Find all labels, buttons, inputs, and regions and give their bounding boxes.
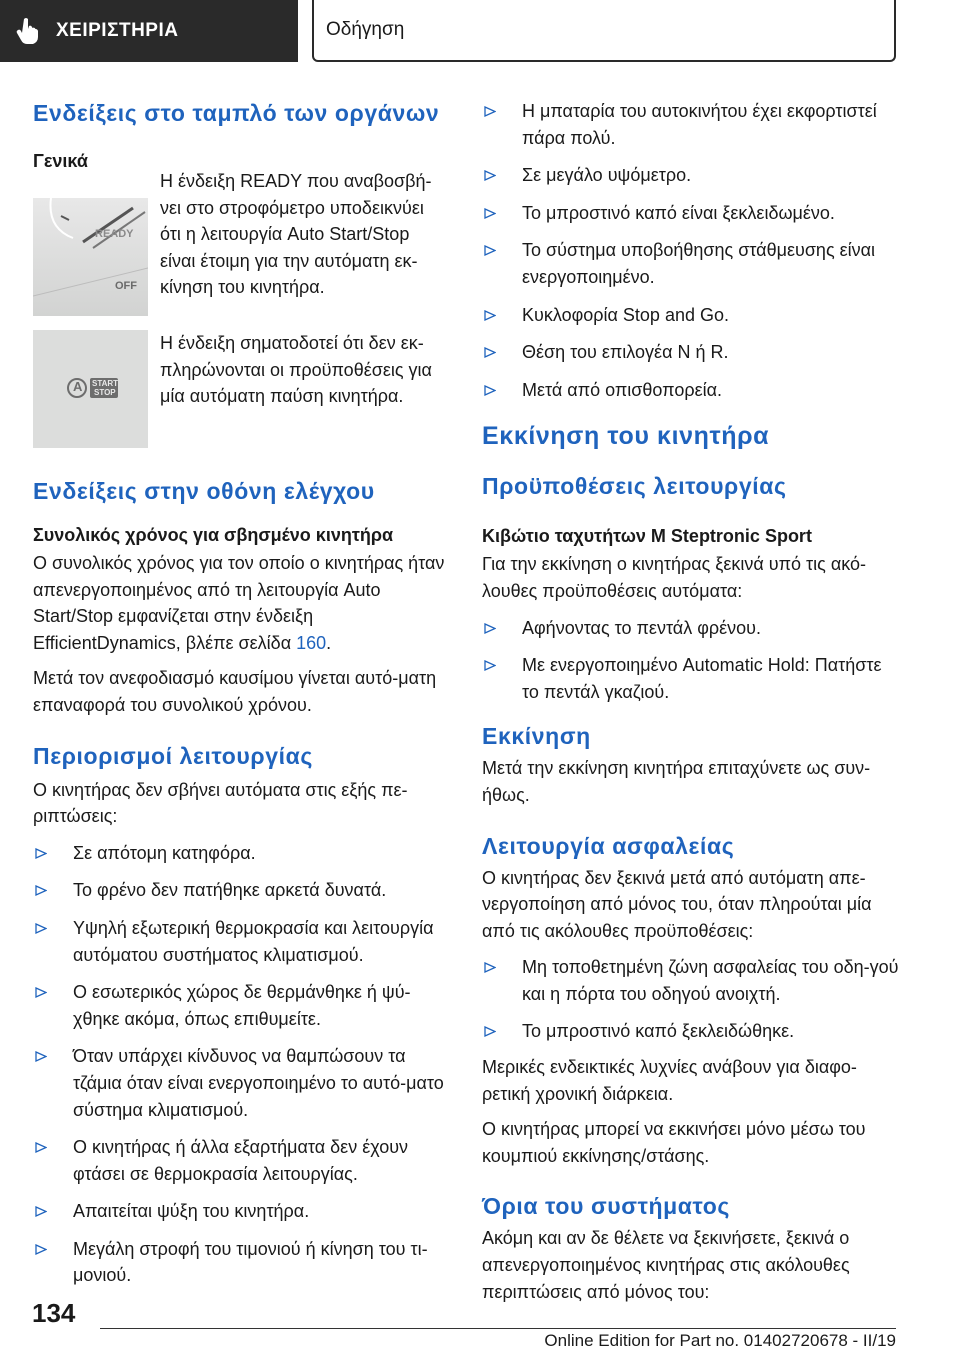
list-item: [482, 954, 900, 1007]
triangle-right-icon: [484, 245, 496, 256]
heading-start: Εκκίνηση: [482, 723, 591, 750]
heading-system-limits: Όρια του συστήματος: [482, 1193, 730, 1220]
triangle-right-icon: [484, 347, 496, 358]
stop-label: STOP: [94, 388, 116, 397]
list-item: [33, 877, 447, 904]
list-item: [482, 1018, 900, 1045]
list-item-text: Όταν υπάρχει κίνδυνος να θαμπώσουν τα τζάμια όταν είναι ενεργοποιημένο το αυτό-ματο σύστημα κλιματισμού.: [73, 1046, 444, 1120]
triangle-right-icon: [484, 170, 496, 181]
triangle-right-icon: [484, 623, 496, 634]
left-column: [33, 98, 447, 1300]
list-item-text: Η μπαταρία του αυτοκινήτου έχει εκφορτιστεί πάρα πολύ.: [522, 101, 877, 148]
triangle-right-icon: [484, 962, 496, 973]
heading-display: Ενδείξεις στην οθόνη ελέγχου: [33, 478, 375, 504]
figure-auto-start-stop-indicator: [33, 330, 148, 448]
auto-start-stop-icon: [33, 330, 148, 448]
paragraph-button: Ο κινητήρας μπορεί να εκκινήσει μόνο μέσω του κουμπιού εκκίνησης/στάσης.: [482, 1119, 866, 1166]
list-item: [33, 979, 447, 1032]
list-item-text: Κυκλοφορία Stop and Go.: [522, 304, 729, 325]
list-item: [482, 615, 900, 642]
limits-list-continued: [482, 98, 900, 403]
heading-dashboard: Ενδείξεις στο ταμπλό των οργάνων: [33, 100, 440, 126]
total-time-end: .: [326, 632, 332, 653]
list-item: [482, 237, 900, 290]
triangle-right-icon: [484, 208, 496, 219]
list-item: [482, 200, 900, 227]
triangle-right-icon: [35, 1206, 47, 1217]
list-item: [482, 302, 900, 329]
heading-safety: Λειτουργία ασφαλείας: [482, 832, 735, 859]
list-item-text: Σε μεγάλο υψόμετρο.: [522, 165, 692, 186]
chapter-tab: [0, 0, 298, 62]
list-item: [33, 915, 447, 968]
section-title: Οδήγηση: [326, 19, 405, 40]
heading-preconditions: Προϋποθέσεις λειτουργίας: [482, 473, 787, 500]
triangle-right-icon: [35, 1051, 47, 1062]
start-label: START: [92, 379, 119, 388]
paragraph-gearbox: Για την εκκίνηση ο κινητήρας ξεκινά υπό τις ακό-λουθες προϋποθέσεις αυτόματα:: [482, 554, 867, 601]
list-item-text: Το μπροστινό καπό είναι ξεκλειδωμένο.: [522, 202, 835, 223]
triangle-right-icon: [484, 385, 496, 396]
heading-engine-start: Εκκίνηση του κινητήρα: [482, 422, 770, 451]
paragraph-reset: Μετά τον ανεφοδιασμό καυσίμου γίνεται αυτό-ματη επαναφορά του συνολικού χρόνου.: [33, 668, 437, 715]
heading-limits: Περιορισμοί λειτουργίας: [33, 742, 313, 769]
gearbox-list: [482, 615, 900, 706]
list-item-text: Υψηλή εξωτερική θερμοκρασία και λειτουργία αυτόματου συστήματος κλιματισμού.: [73, 917, 434, 965]
paragraph-total-time: [33, 550, 447, 656]
a-label: A: [73, 379, 83, 394]
list-item-text: Μη τοποθετημένη ζώνη ασφαλείας του οδη-γού και η πόρτα του οδηγού ανοιχτή.: [522, 957, 899, 1004]
list-item-text: Θέση του επιλογέα N ή R.: [522, 342, 729, 363]
safety-list: [482, 954, 900, 1045]
list-item-text: Μεγάλη στροφή του τιμονιού ή κίνηση του τι-μονιού.: [73, 1238, 428, 1286]
list-item-text: Απαιτείται ψύξη του κινητήρα.: [73, 1201, 310, 1222]
paragraph-lamps: Μερικές ενδεικτικές λυχνίες ανάβουν για διαφο-ρετική χρονική διάρκεια.: [482, 1057, 857, 1104]
list-item: [482, 98, 900, 151]
paragraph-start: Μετά την εκκίνηση κινητήρα επιταχύνετε ως συν-ήθως.: [482, 758, 871, 805]
paragraph-safety: Ο κινητήρας δεν ξεκινά μετά από αυτόματη απε-νεργοποίηση από μόνος του, όταν πληρούται μία από τις ακόλουθες προϋποθέσεις:: [482, 867, 872, 941]
off-label: OFF: [115, 280, 137, 292]
figure-ready-indicator: [33, 198, 148, 316]
triangle-right-icon: [35, 1244, 47, 1255]
page-number: 134: [32, 1298, 76, 1328]
list-item-text: Σε απότομη κατηφόρα.: [73, 842, 256, 863]
list-item: [482, 339, 900, 366]
triangle-right-icon: [35, 848, 47, 859]
list-item: [33, 1198, 447, 1225]
list-item-text: Το σύστημα υποβοήθησης στάθμευσης είναι ενεργοποιημένο.: [522, 240, 876, 287]
list-item: [482, 162, 900, 189]
list-item: [33, 1043, 447, 1123]
triangle-right-icon: [484, 1026, 496, 1037]
heading-general: Γενικά: [33, 151, 88, 171]
figure-row-a: [33, 330, 447, 448]
list-item-text: Ο κινητήρας ή άλλα εξαρτήματα δεν έχουν φτάσει σε θερμοκρασία λειτουργίας.: [73, 1137, 409, 1184]
figure-a-text: Η ένδειξη σηματοδοτεί ότι δεν εκ-πληρώνονται οι προϋποθέσεις για μία αυτόματη παύση κινητήρα.: [160, 333, 432, 407]
triangle-right-icon: [484, 106, 496, 117]
pointing-hand-icon: [0, 0, 56, 62]
paragraph-limits: Ο κινητήρας δεν σβήνει αυτόματα στις εξής πε-ριπτώσεις:: [33, 779, 408, 827]
footer-divider: [100, 1328, 896, 1329]
paragraph-system-limits: Ακόμη και αν δε θέλετε να ξεκινήσετε, ξεκινά ο απενεργοποιημένος κινητήρας στις ακόλουθες περιπτώσεις από μόνος του:: [482, 1228, 850, 1302]
triangle-right-icon: [484, 310, 496, 321]
heading-gearbox: Κιβώτιο ταχυτήτων M Steptronic Sport: [482, 526, 812, 547]
limits-list: [33, 840, 447, 1289]
list-item: [482, 652, 900, 705]
triangle-right-icon: [484, 660, 496, 671]
figure-ready-text: Η ένδειξη READY που αναβοσβή-νει στο στροφόμετρο υποδεικνύει ότι η λειτουργία Auto Start/Stop είναι έτοιμη για την αυτόματη εκ-κίνηση του κινητήρα.: [160, 171, 432, 298]
triangle-right-icon: [35, 923, 47, 934]
list-item: [33, 840, 447, 867]
list-item: [33, 1236, 447, 1289]
list-item-text: Το μπροστινό καπό ξεκλειδώθηκε.: [522, 1021, 795, 1042]
ready-label: READY: [95, 228, 134, 240]
triangle-right-icon: [35, 987, 47, 998]
right-column: [482, 98, 900, 1305]
page-reference-link[interactable]: 160: [296, 632, 327, 653]
list-item-text: Μετά από οπισθοπορεία.: [522, 379, 723, 400]
total-time-text: Ο συνολικός χρόνος για τον οποίο ο κινητήρας ήταν απενεργοποιημένος από τη λειτουργία Auto Start/Stop εμφανίζεται στην ένδειξη EfficientDynamics, βλέπε σελίδα: [33, 553, 445, 653]
list-item-text: Το φρένο δεν πατήθηκε αρκετά δυνατά.: [73, 880, 387, 901]
list-item-text: Ο εσωτερικός χώρος δε θερμάνθηκε ή ψύ-χθηκε ακόμα, όπως επιθυμείτε.: [73, 982, 411, 1029]
list-item: [482, 377, 900, 404]
list-item: [33, 1134, 447, 1187]
heading-total-time: Συνολικός χρόνος για σβησμένο κινητήρα: [33, 525, 394, 545]
edition-text: Online Edition for Part no. 01402720678 - II/19: [544, 1331, 896, 1350]
triangle-right-icon: [35, 885, 47, 896]
chapter-title: ΧΕΙΡΙΣΤΗΡΙΑ: [56, 20, 179, 41]
list-item-text: Αφήνοντας το πεντάλ φρένου.: [522, 617, 762, 638]
triangle-right-icon: [35, 1142, 47, 1153]
section-tab: [312, 0, 896, 62]
list-item-text: Με ενεργοποιημένο Automatic Hold: Πατήστε το πεντάλ γκαζιού.: [522, 655, 882, 702]
figure-row-ready: [33, 168, 447, 316]
